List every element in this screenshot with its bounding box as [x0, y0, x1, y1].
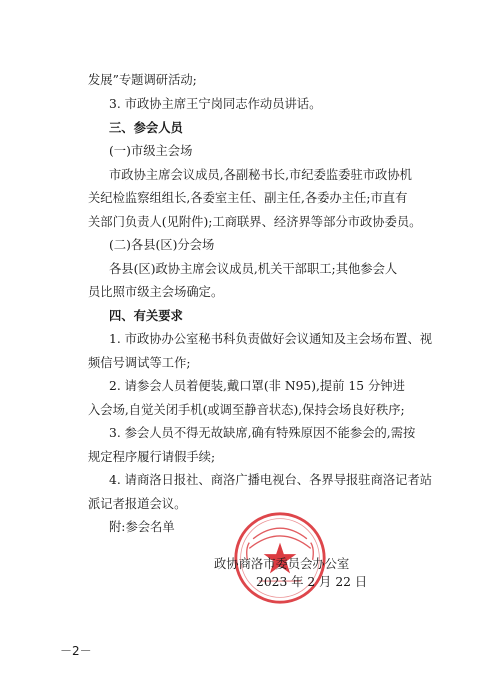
paragraph-line: 关纪检监察组组长,各委室主任、副主任,各委办主任;市直有 — [88, 191, 408, 205]
paragraph-line: 员比照市级主会场确定。 — [88, 285, 224, 299]
paragraph-line: 4. 请商洛日报社、商洛广播电视台、各界导报驻商洛记者站 — [109, 473, 433, 487]
section-heading: 三、参会人员 — [109, 120, 183, 135]
page-number: －2－ — [60, 644, 92, 658]
signature-date: 2023 年 2 月 22 日 — [256, 575, 368, 589]
paragraph-line: 市政协主席会议成员,各副秘书长,市纪委监委驻市政协机 — [109, 168, 412, 182]
paragraph-line: 各县(区)政协主席会议成员,机关干部职工;其他参会人 — [109, 262, 398, 276]
paragraph-line: 规定程序履行请假手续; — [88, 450, 216, 464]
signature-org: 政协商洛市委员会办公室 — [214, 557, 350, 571]
attachment-note: 附:参会名单 — [109, 520, 175, 534]
paragraph-line: 3. 市政协主席王宁岗同志作动员讲话。 — [109, 97, 322, 111]
paragraph-line: 派记者报道会议。 — [88, 497, 187, 511]
subsection-heading: (二)各县(区)分会场 — [109, 238, 215, 252]
section-heading: 四、有关要求 — [109, 308, 183, 323]
paragraph-line: 入会场,自觉关闭手机(或调至静音状态),保持会场良好秩序; — [88, 403, 405, 417]
paragraph-line: 发展”专题调研活动; — [88, 73, 197, 87]
paragraph-line: 3. 参会人员不得无故缺席,确有特殊原因不能参会的,需按 — [109, 426, 416, 440]
paragraph-line: 1. 市政协办公室秘书科负责做好会议通知及主会场布置、视 — [109, 332, 433, 346]
paragraph-line: 关部门负责人(见附件);工商联界、经济界等部分市政协委员。 — [88, 215, 422, 229]
paragraph-line: 2. 请参会人员着便装,戴口罩(非 N95),提前 15 分钟进 — [109, 379, 405, 393]
subsection-heading: (一)市级主会场 — [109, 144, 193, 158]
paragraph-line: 频信号调试等工作; — [88, 356, 191, 370]
